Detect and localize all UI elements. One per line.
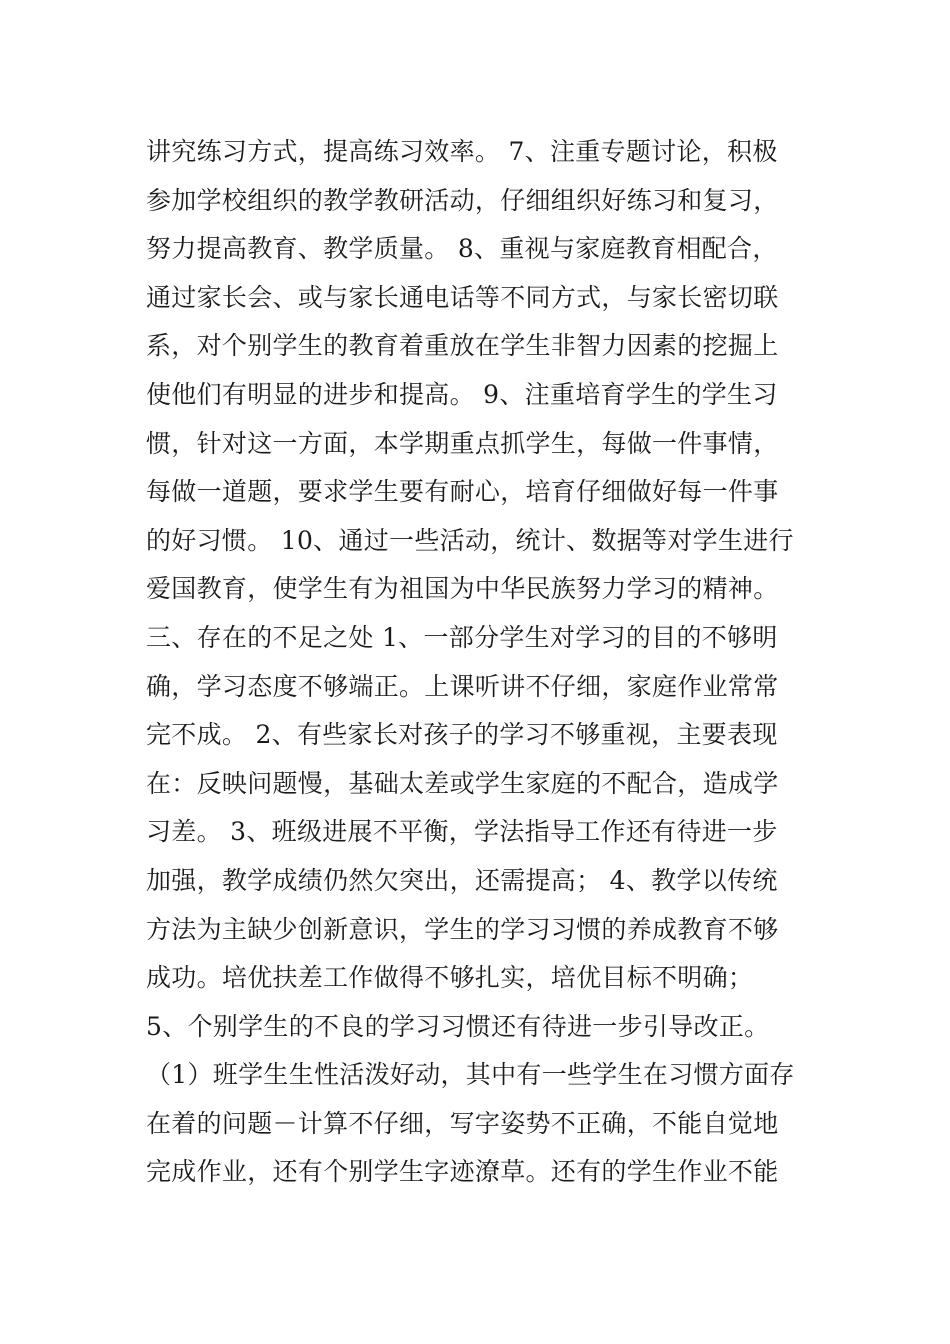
text-line: 讲究练习方式，提高练习效率。 7、注重专题讨论，积极 [146,137,778,166]
text-line: 参加学校组织的教学教研活动，仔细组织好练习和复习， [146,185,779,215]
text-line: 5、个别学生的不良的学习习惯还有待进一步引导改正。 [146,1011,770,1041]
text-line: 系，对个别学生的教育着重放在学生非智力因素的挖掘上 [146,331,779,361]
text-line: 完成作业，还有个别学生字迹潦草。还有的学生作业不能 [146,1157,779,1187]
text-line: 的好习惯。 10、通过一些活动，统计、数据等对学生进行 [146,525,794,555]
text-line: 每做一道题，要求学生要有耐心，培育仔细做好每一件事 [146,477,779,507]
text-line: 爱国教育，使学生有为祖国为中华民族努力学习的精神。 [146,574,779,604]
text-line: 确，学习态度不够端正。上课听讲不仔细，家庭作业常常 [146,671,779,701]
text-line: 成功。培优扶差工作做得不够扎实，培优目标不明确； [146,963,754,993]
text-line: 三、存在的不足之处 1、一部分学生对学习的目的不够明 [146,622,778,652]
text-line: 努力提高教育、教学质量。 8、重视与家庭教育相配合， [146,234,778,264]
text-line: 在：反映问题慢，基础太差或学生家庭的不配合，造成学 [146,768,779,798]
text-line: （1）班学生生性活泼好动，其中有一些学生在习惯方面存 [146,1060,795,1090]
text-line: 完不成。 2、有些家长对孩子的学习不够重视，主要表现 [146,720,778,750]
text-line: 方法为主缺少创新意识，学生的学习习惯的养成教育不够 [146,914,779,944]
text-line: 使他们有明显的进步和提高。 9、注重培育学生的学生习 [146,379,778,409]
text-line: 加强，教学成绩仍然欠突出，还需提高； 4、教学以传统 [146,865,778,895]
text-line: 在着的问题－计算不仔细，写字姿势不正确，不能自觉地 [146,1108,779,1138]
text-line: 惯，针对这一方面，本学期重点抓学生，每做一件事情， [146,428,779,458]
document-body [146,128,816,1197]
text-line: 通过家长会、或与家长通电话等不同方式，与家长密切联 [146,282,779,312]
text-line: 习差。 3、班级进展不平衡，学法指导工作还有待进一步 [146,817,778,847]
